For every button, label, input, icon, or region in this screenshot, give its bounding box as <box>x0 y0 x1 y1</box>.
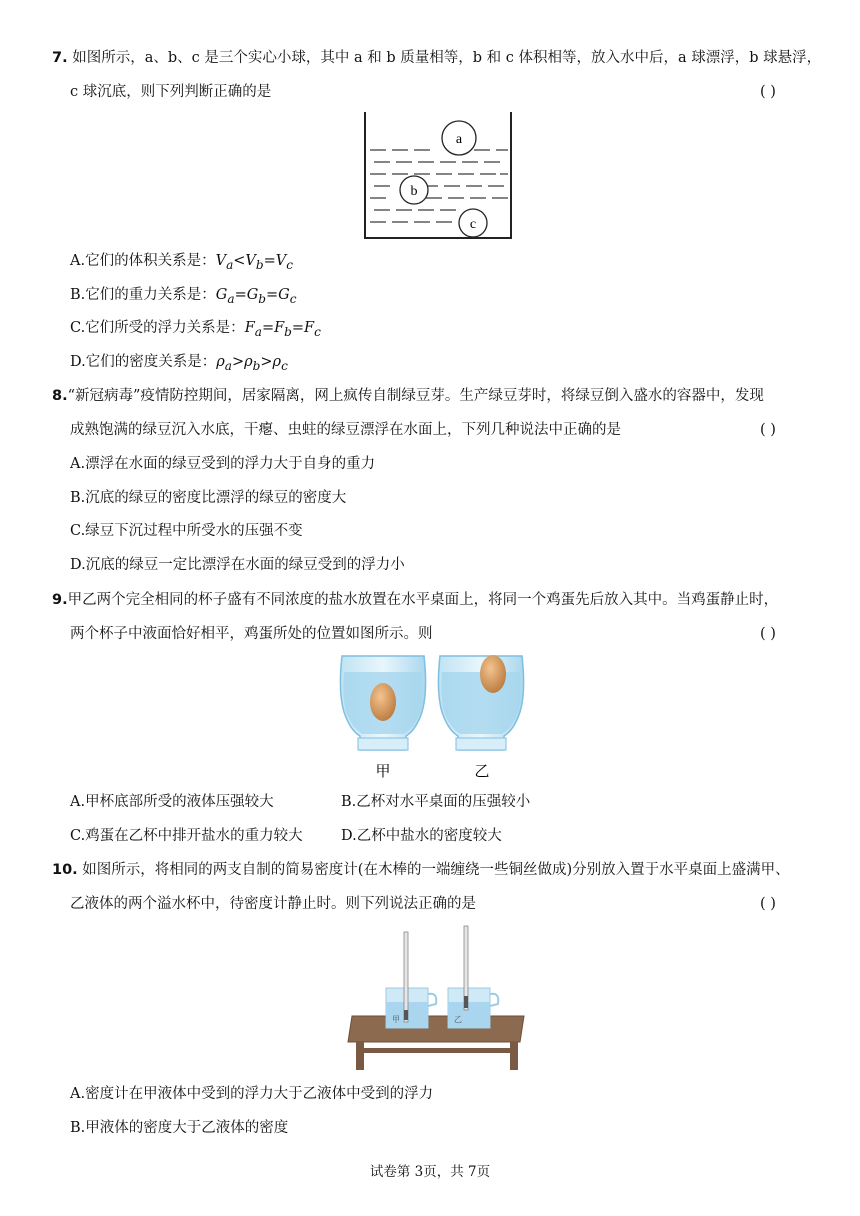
q7-option-c: C.它们所受的浮力关系是：$F_a=F_b=F_c$ <box>70 320 321 339</box>
cup-yi-label: 乙 <box>474 762 490 780</box>
q9-option-b: B.乙杯对水平桌面的压强较小 <box>341 794 531 810</box>
beaker-jia <box>386 932 436 1028</box>
q10-line2: 乙液体的两个溢水杯中，待密度计静止时。则下列说法正确的是 <box>70 896 476 912</box>
q10-option-b: B.甲液体的密度大于乙液体的密度 <box>70 1120 289 1136</box>
ball-c-label: c <box>469 217 477 232</box>
q10-hydrometer-figure <box>346 924 530 1074</box>
q10-option-a: A.密度计在甲液体中受到的浮力大于乙液体中受到的浮力 <box>70 1086 434 1102</box>
q8-answer-blank: ( ) <box>760 422 776 438</box>
cup-yi <box>438 655 523 750</box>
beaker-yi-label: 乙 <box>454 1015 462 1024</box>
q10-answer-blank: ( ) <box>760 896 776 912</box>
q9-line1: 9.甲乙两个完全相同的杯子盛有不同浓度的盐水放置在水平桌面上，将同一个鸡蛋先后放入其中。当鸡蛋静止时， <box>52 592 779 608</box>
q9-line2: 两个杯子中液面恰好相平，鸡蛋所处的位置如图所示。则 <box>70 626 433 642</box>
q7-line1: 7. 如图所示，a、b、c 是三个实心小球，其中 a 和 b 质量相等，b 和 c 体积相等，放入水中后，a 球漂浮，b 球悬浮， <box>52 50 822 66</box>
beaker-jia-label: 甲 <box>392 1015 400 1024</box>
q8-option-d: D.沉底的绿豆一定比漂浮在水面的绿豆受到的浮力小 <box>70 557 405 573</box>
hydrometer-jia <box>404 932 408 1022</box>
q10-line1: 10. 如图所示，将相同的两支自制的简易密度计(在木棒的一端缠绕一些铜丝做成)分别放入置于水平桌面上盛满甲、 <box>52 862 790 878</box>
q7-line2: c 球沉底，则下列判断正确的是 <box>70 84 272 100</box>
q7-option-a: A.它们的体积关系是：$V_a<V_b=V_c$ <box>70 253 294 272</box>
egg-jia <box>370 683 396 721</box>
q7-answer-blank: ( ) <box>760 84 776 100</box>
q9-option-c: C.鸡蛋在乙杯中排开盐水的重力较大 <box>70 828 303 844</box>
egg-yi <box>480 655 506 693</box>
q9-option-d: D.乙杯中盐水的密度较大 <box>341 828 502 844</box>
cup-jia-label: 甲 <box>375 762 391 780</box>
q9-answer-blank: ( ) <box>760 626 776 642</box>
q7-option-b: B.它们的重力关系是：$G_a=G_b=G_c$ <box>70 287 297 306</box>
q8-option-c: C.绿豆下沉过程中所受水的压强不变 <box>70 523 303 539</box>
beaker-yi <box>448 926 498 1028</box>
ball-a-label: a <box>455 132 463 147</box>
q9-cups-figure <box>334 652 528 782</box>
q8-line2: 成熟饱满的绿豆沉入水底，干瘪、虫蛀的绿豆漂浮在水面上，下列几种说法中正确的是 <box>70 422 621 438</box>
page-footer: 试卷第 3页，共 7页 <box>369 1164 491 1180</box>
q7-container-figure <box>362 110 514 242</box>
q7-option-d: D.它们的密度关系是：$\rho_a>\rho_b>\rho_c$ <box>70 354 288 373</box>
cup-jia <box>340 656 425 750</box>
q8-option-b: B.沉底的绿豆的密度比漂浮的绿豆的密度大 <box>70 490 347 506</box>
q9-option-a: A.甲杯底部所受的液体压强较大 <box>70 794 274 810</box>
ball-b-label: b <box>410 184 418 199</box>
q8-option-a: A.漂浮在水面的绿豆受到的浮力大于自身的重力 <box>70 456 376 472</box>
q8-line1: 8.“新冠病毒”疫情防控期间，居家隔离，网上疯传自制绿豆芽。生产绿豆芽时，将绿豆倒入盛水的容器中，发现 <box>52 388 764 404</box>
